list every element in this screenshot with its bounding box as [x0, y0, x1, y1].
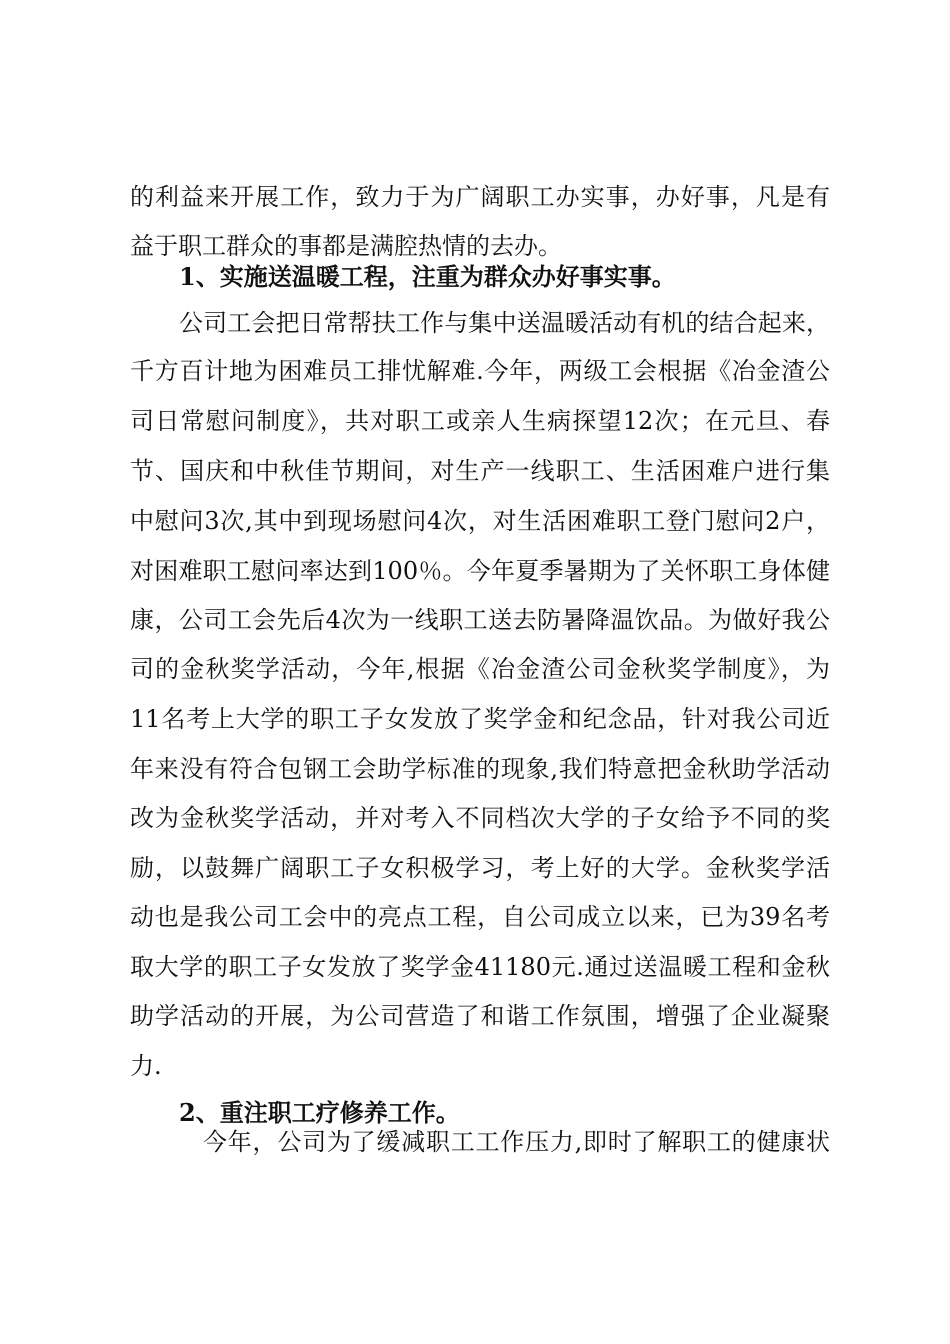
body-text-line: 年来没有符合包钢工会助学标准的现象,我们特意把金秋助学活动: [130, 755, 830, 783]
body-text-line: 力.: [130, 1052, 162, 1080]
body-text-line: 司日常慰问制度》，共对职工或亲人生病探望12次；在元旦、春: [130, 407, 830, 435]
body-text-line: 取大学的职工子女发放了奖学金41180元.通过送温暖工程和金秋: [130, 953, 830, 981]
body-text-line: 助学活动的开展，为公司营造了和谐工作氛围，增强了企业凝聚: [130, 1002, 830, 1030]
body-text-line: 益于职工群众的事都是满腔热情的去办。: [130, 232, 562, 260]
body-text-line: 中慰问3次,其中到现场慰问4次，对生活困难职工登门慰问2户，: [130, 507, 830, 535]
body-text-line: 司的金秋奖学活动，今年,根据《冶金渣公司金秋奖学制度》，为: [130, 655, 830, 683]
body-text-line: 11名考上大学的职工子女发放了奖学金和纪念品，针对我公司近: [130, 705, 830, 733]
body-text-line: 励，以鼓舞广阔职工子女积极学习，考上好的大学。金秋奖学活: [130, 854, 830, 882]
body-text-line: 改为金秋奖学活动，并对考入不同档次大学的子女给予不同的奖: [130, 804, 830, 832]
body-text-line: 节、国庆和中秋佳节期间，对生产一线职工、生活困难户进行集: [130, 457, 830, 485]
body-text-line: 动也是我公司工会中的亮点工程，自公司成立以来，已为39名考: [130, 903, 830, 931]
section-heading-2: 2、重注职工疗修养工作。: [179, 1098, 460, 1127]
body-text-line: 康，公司工会先后4次为一线职工送去防暑降温饮品。为做好我公: [130, 606, 830, 634]
body-text-line: 公司工会把日常帮扶工作与集中送温暖活动有机的结合起来，: [179, 309, 830, 337]
body-text-line: 千方百计地为困难员工排忧解难.今年，两级工会根据《冶金渣公: [130, 357, 830, 385]
section-heading-1: 1、实施送温暖工程，注重为群众办好事实事。: [179, 262, 676, 291]
body-text-line: 的利益来开展工作，致力于为广阔职工办实事，办好事，凡是有: [130, 183, 830, 211]
body-text-line: 今年，公司为了缓减职工工作压力,即时了解职工的健康状: [203, 1128, 830, 1156]
body-text-line: 对困难职工慰问率达到100％。今年夏季暑期为了关怀职工身体健: [130, 557, 830, 585]
